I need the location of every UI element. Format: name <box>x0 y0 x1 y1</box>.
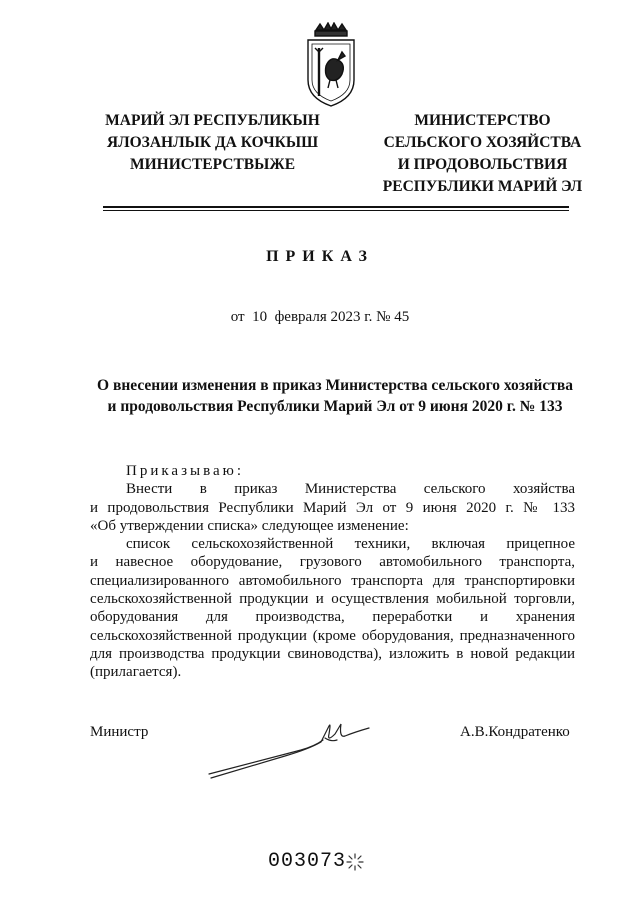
order-word: Приказываю: <box>126 463 244 479</box>
paragraph2-line: специализированного автомобильного транспорта для транспортировки <box>90 572 575 589</box>
header-right-line: МИНИСТЕРСТВО <box>414 112 551 129</box>
signer-position: Министр <box>90 724 149 740</box>
subject-line: О внесении изменения в приказ Министерства сельского хозяйства <box>97 377 573 394</box>
header-right-line: СЕЛЬСКОГО ХОЗЯЙСТВА <box>383 134 582 151</box>
signer-name: А.В.Кондратенко <box>460 724 570 740</box>
paragraph2-line: для производства продукции свиноводства), изложить в новой редакции <box>90 645 575 662</box>
paragraph2-line: сельскохозяйственной продукции (кроме оборудования, предназначенного <box>90 627 575 644</box>
header-left-ministry-name <box>90 110 335 176</box>
document-body <box>90 462 575 682</box>
header-divider-thick <box>103 206 569 208</box>
paragraph1-line: «Об утверждении списка» следующее изменение: <box>90 517 409 534</box>
header-left-line: МАРИЙ ЭЛ РЕСПУБЛИКЫН <box>105 112 320 129</box>
stamp-mark-icon <box>346 853 364 871</box>
document-title: ПРИКАЗ <box>266 248 374 265</box>
paragraph2-line: список сельскохозяйственной техники, включая прицепное <box>126 536 575 553</box>
header-left-line: МИНИСТЕРСТВЫЖЕ <box>129 156 296 173</box>
header-right-ministry-name <box>355 110 610 198</box>
paragraph2-line: сельскохозяйственной продукции и осуществления мобильной торговли, <box>90 591 575 608</box>
header-divider-thin <box>103 210 569 211</box>
coat-of-arms-emblem <box>302 22 360 110</box>
document-subject <box>90 375 580 417</box>
paragraph2-line: (прилагается). <box>90 664 182 681</box>
handwritten-signature <box>205 712 375 784</box>
header-left-line: ЯЛОЗАНЛЫК ДА КОЧКЫШ <box>106 134 319 151</box>
document-date-number: от 10 февраля 2023 г. № 45 <box>230 309 410 325</box>
header-right-line: И ПРОДОВОЛЬСТВИЯ <box>397 156 568 173</box>
paragraph1-line: Внести в приказ Министерства сельского хозяйства <box>126 481 575 498</box>
paragraph2-line: оборудования для производства, переработки и хранения <box>90 609 575 626</box>
paragraph2-line: и навесное оборудование, грузового автомобильного транспорта, <box>90 554 575 571</box>
header-right-line: РЕСПУБЛИКИ МАРИЙ ЭЛ <box>382 178 583 195</box>
paragraph1-line: и продовольствия Республики Марий Эл от 9 июня 2020 г. № 133 <box>90 499 575 516</box>
subject-line: и продовольствия Республики Марий Эл от 9 июня 2020 г. № 133 <box>107 398 563 415</box>
serial-number: 003073 <box>268 850 347 873</box>
